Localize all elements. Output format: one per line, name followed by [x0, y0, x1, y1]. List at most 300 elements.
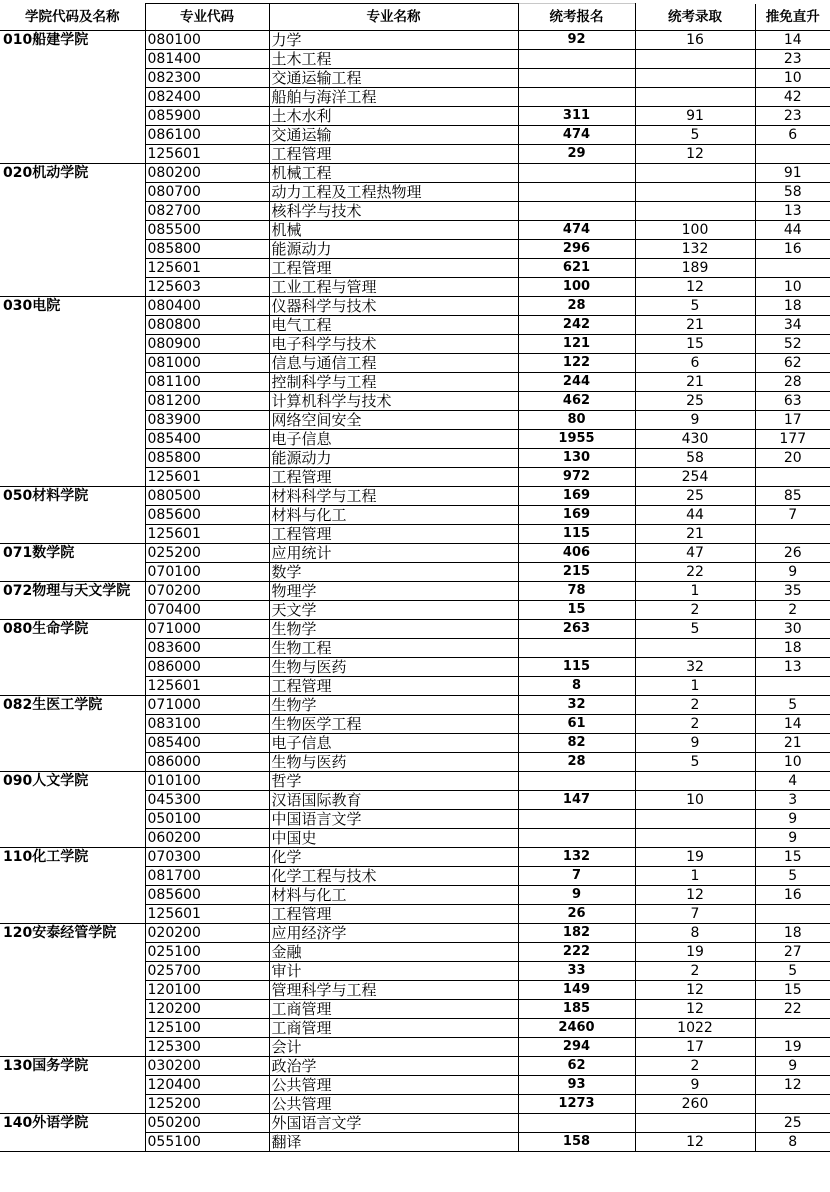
exam-admitted-cell: 9: [635, 1076, 755, 1095]
major-code-cell: 120400: [145, 1076, 269, 1095]
exam-admitted-cell: 47: [635, 544, 755, 563]
recommended-cell: [755, 677, 830, 696]
college-cell: 090人文学院: [0, 772, 145, 848]
table-row: [0, 164, 830, 183]
major-name-cell: 生物与医药: [269, 753, 518, 772]
exam-admitted-cell: 5: [635, 620, 755, 639]
exam-applicants-cell: 26: [518, 905, 635, 924]
exam-admitted-cell: [635, 829, 755, 848]
exam-applicants-cell: 474: [518, 221, 635, 240]
major-code-cell: 010100: [145, 772, 269, 791]
exam-admitted-cell: [635, 88, 755, 107]
major-name-cell: 审计: [269, 962, 518, 981]
header-major-name: 专业名称: [269, 4, 518, 31]
exam-admitted-cell: 44: [635, 506, 755, 525]
exam-admitted-cell: 189: [635, 259, 755, 278]
major-name-cell: 工程管理: [269, 905, 518, 924]
major-name-cell: 会计: [269, 1038, 518, 1057]
major-code-cell: 080400: [145, 297, 269, 316]
major-name-cell: 政治学: [269, 1057, 518, 1076]
major-code-cell: 125601: [145, 525, 269, 544]
exam-admitted-cell: [635, 810, 755, 829]
exam-applicants-cell: 29: [518, 145, 635, 164]
major-name-cell: 数学: [269, 563, 518, 582]
header-exam-applicants: 统考报名: [518, 4, 635, 31]
exam-applicants-cell: 311: [518, 107, 635, 126]
major-code-cell: 050200: [145, 1114, 269, 1133]
major-code-cell: 070400: [145, 601, 269, 620]
exam-applicants-cell: 296: [518, 240, 635, 259]
exam-applicants-cell: 2460: [518, 1019, 635, 1038]
recommended-cell: 26: [755, 544, 830, 563]
major-name-cell: 电子科学与技术: [269, 335, 518, 354]
exam-admitted-cell: 21: [635, 373, 755, 392]
major-name-cell: 材料与化工: [269, 886, 518, 905]
exam-applicants-cell: [518, 772, 635, 791]
recommended-cell: [755, 525, 830, 544]
recommended-cell: 9: [755, 563, 830, 582]
exam-applicants-cell: 242: [518, 316, 635, 335]
exam-applicants-cell: [518, 1114, 635, 1133]
exam-admitted-cell: 12: [635, 886, 755, 905]
major-code-cell: 081400: [145, 50, 269, 69]
major-name-cell: 哲学: [269, 772, 518, 791]
major-code-cell: 085400: [145, 430, 269, 449]
college-cell: 120安泰经管学院: [0, 924, 145, 1057]
recommended-cell: 30: [755, 620, 830, 639]
major-name-cell: 船舶与海洋工程: [269, 88, 518, 107]
recommended-cell: 91: [755, 164, 830, 183]
major-code-cell: 050100: [145, 810, 269, 829]
major-code-cell: 071000: [145, 696, 269, 715]
recommended-cell: 18: [755, 639, 830, 658]
major-name-cell: 电气工程: [269, 316, 518, 335]
major-name-cell: 化学工程与技术: [269, 867, 518, 886]
exam-applicants-cell: 182: [518, 924, 635, 943]
recommended-cell: 8: [755, 1133, 830, 1152]
major-code-cell: 125601: [145, 905, 269, 924]
major-name-cell: 核科学与技术: [269, 202, 518, 221]
recommended-cell: 9: [755, 1057, 830, 1076]
exam-applicants-cell: 222: [518, 943, 635, 962]
exam-applicants-cell: 132: [518, 848, 635, 867]
recommended-cell: 85: [755, 487, 830, 506]
exam-admitted-cell: 17: [635, 1038, 755, 1057]
exam-admitted-cell: 21: [635, 316, 755, 335]
exam-applicants-cell: 93: [518, 1076, 635, 1095]
exam-admitted-cell: 91: [635, 107, 755, 126]
recommended-cell: 22: [755, 1000, 830, 1019]
major-name-cell: 汉语国际教育: [269, 791, 518, 810]
major-name-cell: 机械: [269, 221, 518, 240]
college-cell: 130国务学院: [0, 1057, 145, 1114]
recommended-cell: [755, 1095, 830, 1114]
exam-admitted-cell: 12: [635, 981, 755, 1000]
exam-applicants-cell: 1955: [518, 430, 635, 449]
exam-admitted-cell: 16: [635, 31, 755, 50]
exam-admitted-cell: 19: [635, 848, 755, 867]
exam-applicants-cell: 263: [518, 620, 635, 639]
major-name-cell: 工商管理: [269, 1000, 518, 1019]
recommended-cell: 27: [755, 943, 830, 962]
college-cell: 072物理与天文学院: [0, 582, 145, 620]
exam-admitted-cell: 1022: [635, 1019, 755, 1038]
exam-applicants-cell: 7: [518, 867, 635, 886]
exam-applicants-cell: [518, 50, 635, 69]
exam-admitted-cell: [635, 164, 755, 183]
major-code-cell: 120200: [145, 1000, 269, 1019]
recommended-cell: [755, 259, 830, 278]
exam-applicants-cell: 92: [518, 31, 635, 50]
exam-admitted-cell: [635, 772, 755, 791]
exam-admitted-cell: 132: [635, 240, 755, 259]
exam-admitted-cell: 15: [635, 335, 755, 354]
exam-applicants-cell: 158: [518, 1133, 635, 1152]
table-row: [0, 582, 830, 601]
exam-applicants-cell: [518, 639, 635, 658]
major-code-cell: 025100: [145, 943, 269, 962]
exam-applicants-cell: 147: [518, 791, 635, 810]
major-code-cell: 083100: [145, 715, 269, 734]
header-major-code: 专业代码: [145, 4, 269, 31]
major-name-cell: 材料科学与工程: [269, 487, 518, 506]
header-exam-admitted: 统考录取: [635, 4, 755, 31]
exam-applicants-cell: 82: [518, 734, 635, 753]
major-name-cell: 土木水利: [269, 107, 518, 126]
major-code-cell: 081200: [145, 392, 269, 411]
major-code-cell: 080500: [145, 487, 269, 506]
college-cell: 050材料学院: [0, 487, 145, 544]
major-name-cell: 物理学: [269, 582, 518, 601]
exam-applicants-cell: 33: [518, 962, 635, 981]
major-name-cell: 工程管理: [269, 677, 518, 696]
exam-applicants-cell: 61: [518, 715, 635, 734]
major-name-cell: 工程管理: [269, 145, 518, 164]
major-code-cell: 080200: [145, 164, 269, 183]
major-code-cell: 071000: [145, 620, 269, 639]
major-name-cell: 网络空间安全: [269, 411, 518, 430]
exam-applicants-cell: 32: [518, 696, 635, 715]
major-code-cell: 020200: [145, 924, 269, 943]
exam-admitted-cell: 19: [635, 943, 755, 962]
recommended-cell: 44: [755, 221, 830, 240]
exam-admitted-cell: 7: [635, 905, 755, 924]
exam-applicants-cell: 115: [518, 658, 635, 677]
exam-applicants-cell: 28: [518, 297, 635, 316]
exam-admitted-cell: [635, 639, 755, 658]
major-code-cell: 083600: [145, 639, 269, 658]
exam-applicants-cell: 78: [518, 582, 635, 601]
recommended-cell: 17: [755, 411, 830, 430]
major-code-cell: 120100: [145, 981, 269, 1000]
admissions-table: [0, 3, 830, 1152]
exam-admitted-cell: 2: [635, 696, 755, 715]
major-code-cell: 080100: [145, 31, 269, 50]
admissions-sheet: [0, 3, 830, 1152]
major-code-cell: 125100: [145, 1019, 269, 1038]
exam-applicants-cell: 215: [518, 563, 635, 582]
exam-admitted-cell: 9: [635, 734, 755, 753]
exam-admitted-cell: 12: [635, 1133, 755, 1152]
recommended-cell: [755, 905, 830, 924]
major-code-cell: 055100: [145, 1133, 269, 1152]
major-name-cell: 材料与化工: [269, 506, 518, 525]
recommended-cell: 5: [755, 696, 830, 715]
major-name-cell: 管理科学与工程: [269, 981, 518, 1000]
exam-applicants-cell: 1273: [518, 1095, 635, 1114]
recommended-cell: 62: [755, 354, 830, 373]
major-code-cell: 070100: [145, 563, 269, 582]
college-cell: 082生医工学院: [0, 696, 145, 772]
exam-admitted-cell: 1: [635, 867, 755, 886]
exam-applicants-cell: 121: [518, 335, 635, 354]
recommended-cell: 18: [755, 924, 830, 943]
exam-admitted-cell: 12: [635, 278, 755, 297]
major-name-cell: 交通运输: [269, 126, 518, 145]
exam-applicants-cell: 130: [518, 449, 635, 468]
exam-applicants-cell: 462: [518, 392, 635, 411]
major-name-cell: 土木工程: [269, 50, 518, 69]
major-name-cell: 中国语言文学: [269, 810, 518, 829]
exam-admitted-cell: 100: [635, 221, 755, 240]
college-cell: 080生命学院: [0, 620, 145, 696]
exam-applicants-cell: 8: [518, 677, 635, 696]
exam-admitted-cell: [635, 202, 755, 221]
recommended-cell: 5: [755, 867, 830, 886]
exam-admitted-cell: [635, 50, 755, 69]
header-college: 学院代码及名称: [0, 4, 145, 31]
recommended-cell: 23: [755, 107, 830, 126]
exam-applicants-cell: 406: [518, 544, 635, 563]
major-code-cell: 125601: [145, 677, 269, 696]
major-code-cell: 085800: [145, 449, 269, 468]
recommended-cell: 35: [755, 582, 830, 601]
major-code-cell: 085500: [145, 221, 269, 240]
exam-applicants-cell: [518, 69, 635, 88]
recommended-cell: 23: [755, 50, 830, 69]
table-row: [0, 924, 830, 943]
recommended-cell: 34: [755, 316, 830, 335]
major-name-cell: 应用经济学: [269, 924, 518, 943]
major-name-cell: 工商管理: [269, 1019, 518, 1038]
major-name-cell: 工程管理: [269, 525, 518, 544]
recommended-cell: [755, 468, 830, 487]
major-name-cell: 信息与通信工程: [269, 354, 518, 373]
major-name-cell: 工程管理: [269, 259, 518, 278]
exam-applicants-cell: 294: [518, 1038, 635, 1057]
recommended-cell: 6: [755, 126, 830, 145]
exam-admitted-cell: [635, 1114, 755, 1133]
table-row: [0, 696, 830, 715]
major-code-cell: 081700: [145, 867, 269, 886]
major-code-cell: 125603: [145, 278, 269, 297]
major-name-cell: 中国史: [269, 829, 518, 848]
major-code-cell: 030200: [145, 1057, 269, 1076]
recommended-cell: 14: [755, 715, 830, 734]
major-code-cell: 125200: [145, 1095, 269, 1114]
exam-applicants-cell: 474: [518, 126, 635, 145]
exam-applicants-cell: [518, 164, 635, 183]
table-row: [0, 297, 830, 316]
major-code-cell: 082700: [145, 202, 269, 221]
recommended-cell: 3: [755, 791, 830, 810]
recommended-cell: 10: [755, 69, 830, 88]
major-name-cell: 天文学: [269, 601, 518, 620]
major-name-cell: 能源动力: [269, 449, 518, 468]
major-name-cell: 动力工程及工程热物理: [269, 183, 518, 202]
recommended-cell: 13: [755, 658, 830, 677]
exam-applicants-cell: 621: [518, 259, 635, 278]
exam-applicants-cell: 972: [518, 468, 635, 487]
recommended-cell: [755, 145, 830, 164]
major-code-cell: 082400: [145, 88, 269, 107]
recommended-cell: [755, 1019, 830, 1038]
major-name-cell: 生物学: [269, 696, 518, 715]
major-name-cell: 生物与医药: [269, 658, 518, 677]
exam-admitted-cell: 8: [635, 924, 755, 943]
table-row: [0, 1114, 830, 1133]
recommended-cell: 10: [755, 753, 830, 772]
major-name-cell: 翻译: [269, 1133, 518, 1152]
exam-applicants-cell: 169: [518, 487, 635, 506]
college-cell: 030电院: [0, 297, 145, 487]
exam-admitted-cell: 260: [635, 1095, 755, 1114]
exam-admitted-cell: 2: [635, 601, 755, 620]
table-row: [0, 848, 830, 867]
exam-applicants-cell: 122: [518, 354, 635, 373]
major-code-cell: 080800: [145, 316, 269, 335]
exam-applicants-cell: 62: [518, 1057, 635, 1076]
recommended-cell: 28: [755, 373, 830, 392]
recommended-cell: 4: [755, 772, 830, 791]
major-code-cell: 125601: [145, 145, 269, 164]
exam-admitted-cell: 5: [635, 753, 755, 772]
major-code-cell: 060200: [145, 829, 269, 848]
exam-admitted-cell: 10: [635, 791, 755, 810]
exam-admitted-cell: 5: [635, 297, 755, 316]
exam-admitted-cell: 2: [635, 962, 755, 981]
table-row: [0, 772, 830, 791]
major-code-cell: 070200: [145, 582, 269, 601]
major-name-cell: 生物学: [269, 620, 518, 639]
major-code-cell: 086000: [145, 658, 269, 677]
recommended-cell: 7: [755, 506, 830, 525]
exam-admitted-cell: 1: [635, 677, 755, 696]
major-name-cell: 生物医学工程: [269, 715, 518, 734]
exam-admitted-cell: 2: [635, 1057, 755, 1076]
major-name-cell: 能源动力: [269, 240, 518, 259]
major-code-cell: 080700: [145, 183, 269, 202]
recommended-cell: 58: [755, 183, 830, 202]
exam-admitted-cell: 5: [635, 126, 755, 145]
major-code-cell: 125601: [145, 259, 269, 278]
major-code-cell: 025200: [145, 544, 269, 563]
recommended-cell: 21: [755, 734, 830, 753]
table-row: [0, 1057, 830, 1076]
major-name-cell: 金融: [269, 943, 518, 962]
recommended-cell: 15: [755, 981, 830, 1000]
major-name-cell: 生物工程: [269, 639, 518, 658]
recommended-cell: 177: [755, 430, 830, 449]
exam-admitted-cell: 2: [635, 715, 755, 734]
exam-applicants-cell: 185: [518, 1000, 635, 1019]
recommended-cell: 16: [755, 240, 830, 259]
recommended-cell: 5: [755, 962, 830, 981]
exam-applicants-cell: 28: [518, 753, 635, 772]
recommended-cell: 9: [755, 810, 830, 829]
major-code-cell: 081100: [145, 373, 269, 392]
recommended-cell: 14: [755, 31, 830, 50]
exam-applicants-cell: 169: [518, 506, 635, 525]
major-name-cell: 电子信息: [269, 430, 518, 449]
major-name-cell: 化学: [269, 848, 518, 867]
recommended-cell: 16: [755, 886, 830, 905]
major-name-cell: 交通运输工程: [269, 69, 518, 88]
exam-applicants-cell: 9: [518, 886, 635, 905]
major-code-cell: 085900: [145, 107, 269, 126]
header-row: [0, 4, 830, 31]
major-code-cell: 085600: [145, 506, 269, 525]
major-name-cell: 公共管理: [269, 1095, 518, 1114]
exam-admitted-cell: 430: [635, 430, 755, 449]
exam-applicants-cell: [518, 183, 635, 202]
major-code-cell: 085400: [145, 734, 269, 753]
exam-applicants-cell: 100: [518, 278, 635, 297]
exam-admitted-cell: 32: [635, 658, 755, 677]
table-row: [0, 620, 830, 639]
exam-applicants-cell: [518, 810, 635, 829]
exam-applicants-cell: 15: [518, 601, 635, 620]
major-code-cell: 125300: [145, 1038, 269, 1057]
exam-admitted-cell: 254: [635, 468, 755, 487]
major-code-cell: 080900: [145, 335, 269, 354]
exam-admitted-cell: 12: [635, 145, 755, 164]
major-code-cell: 083900: [145, 411, 269, 430]
exam-admitted-cell: 12: [635, 1000, 755, 1019]
recommended-cell: 15: [755, 848, 830, 867]
major-code-cell: 081000: [145, 354, 269, 373]
major-code-cell: 045300: [145, 791, 269, 810]
major-code-cell: 085600: [145, 886, 269, 905]
exam-admitted-cell: 9: [635, 411, 755, 430]
major-code-cell: 125601: [145, 468, 269, 487]
recommended-cell: 13: [755, 202, 830, 221]
major-name-cell: 应用统计: [269, 544, 518, 563]
major-code-cell: 025700: [145, 962, 269, 981]
recommended-cell: 42: [755, 88, 830, 107]
exam-admitted-cell: 1: [635, 582, 755, 601]
recommended-cell: 52: [755, 335, 830, 354]
major-name-cell: 仪器科学与技术: [269, 297, 518, 316]
table-row: [0, 487, 830, 506]
exam-applicants-cell: 149: [518, 981, 635, 1000]
major-name-cell: 计算机科学与技术: [269, 392, 518, 411]
recommended-cell: 63: [755, 392, 830, 411]
exam-applicants-cell: [518, 829, 635, 848]
table-body: [0, 31, 830, 1152]
major-code-cell: 070300: [145, 848, 269, 867]
exam-admitted-cell: 58: [635, 449, 755, 468]
exam-admitted-cell: [635, 69, 755, 88]
recommended-cell: 18: [755, 297, 830, 316]
major-code-cell: 085800: [145, 240, 269, 259]
recommended-cell: 20: [755, 449, 830, 468]
major-name-cell: 工业工程与管理: [269, 278, 518, 297]
exam-admitted-cell: 22: [635, 563, 755, 582]
exam-applicants-cell: [518, 202, 635, 221]
exam-applicants-cell: 80: [518, 411, 635, 430]
recommended-cell: 10: [755, 278, 830, 297]
